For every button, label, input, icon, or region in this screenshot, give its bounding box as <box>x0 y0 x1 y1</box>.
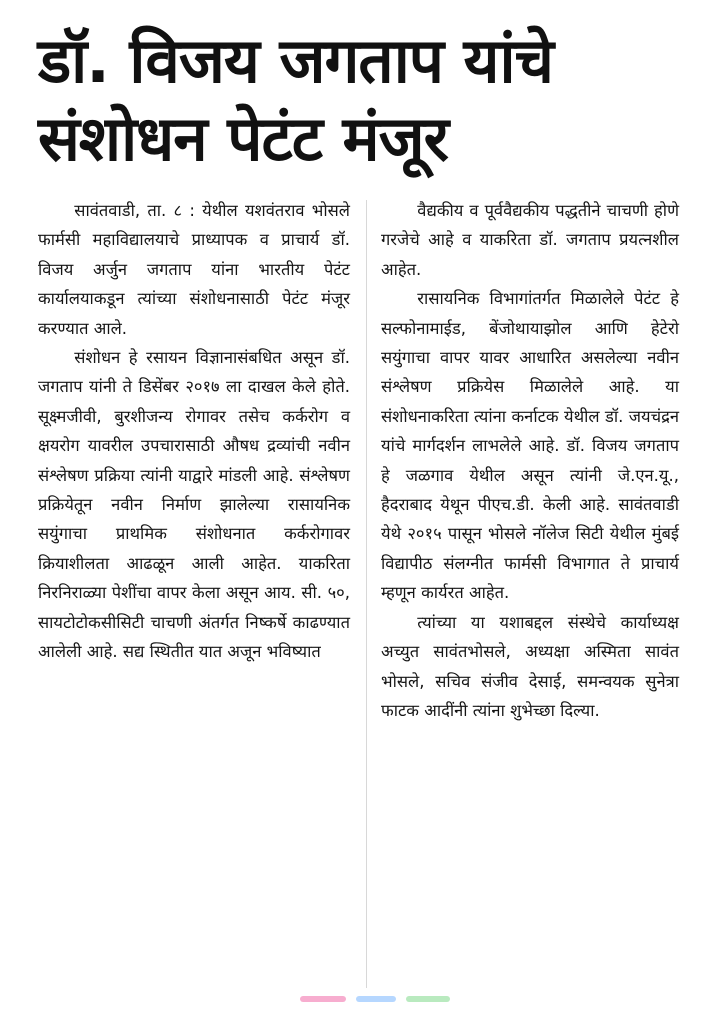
article-paragraph: वैद्यकीय व पूर्ववैद्यकीय पद्धतीने चाचणी होणे गरजेचे आहे व याकरिता डॉ. जगताप प्रयत्नशील आहेत. <box>381 201 679 279</box>
green-mark <box>406 996 450 1002</box>
blue-mark <box>356 996 396 1002</box>
headline-line-1: डॉ. विजय जगताप यांचे <box>38 24 553 97</box>
article-paragraph: त्यांच्या या यशाबद्दल संस्थेचे कार्याध्यक्ष अच्युत सावंतभोसले, अध्यक्षा अस्मिता सावंत भोसले, सचिव संजीव देसाई, समन्वयक सुनेत्रा फाटक आदींनी त्यांना शुभेच्छा दिल्या. <box>381 612 679 720</box>
headline <box>38 22 698 178</box>
column-divider <box>366 200 367 988</box>
article-paragraph: संशोधन हे रसायन विज्ञानासंबधित असून डॉ. जगताप यांनी ते डिसेंबर २०१७ ला दाखल केले होते. सूक्ष्मजीवी, बुरशीजन्य रोगावर तसेच कर्करोग व क्षयरोग यावरील उपचारासाठी औषध द्रव्यांची नवीन संश्लेषण प्रक्रिया त्यांनी याद्वारे मांडली आहे. संश्लेषण प्रक्रियेतून नवीन निर्माण झालेल्या रासायनिक सयुंगाचा प्राथमिक संशोधनात कर्करोगावर क्रियाशीलता आढळून आली आहेत. याकरिता निरनिराळ्या पेशींचा वापर केला असून आय. सी. ५०, सायटोटोकसीसिटी चाचणी अंतर्गत निष्कर्षे काढण्यात आलेली आहे. सद्य स्थितीत यात अजून भविष्यात <box>38 348 350 662</box>
headline-line-2: संशोधन पेटंट मंजूर <box>38 102 448 175</box>
article-column-left <box>38 196 350 667</box>
pink-mark <box>300 996 346 1002</box>
article-paragraph: रासायनिक विभागांतर्गत मिळालेले पेटंट हे सल्फोनामाईड, बेंजोथायाझोल आणि हेटेरो सयुंगाचा वापर यावर आधारित असलेल्या नवीन संश्लेषण प्रक्रियेस मिळालेले आहे. या संशोधनाकरिता त्यांना कर्नाटक येथील डॉ. जयचंद्रन यांचे मार्गदर्शन लाभलेले आहे. डॉ. विजय जगताप हे जळगाव येथील असून त्यांनी जे.एन.यू., हैदराबाद येथून पीएच.डी. केली आहे. सावंतवाडी येथे २०१५ पासून भोसले नॉलेज सिटी येथील मुंबई विद्यापीठ संलग्नीत फार्मसी विभागात ते प्राचार्य म्हणून कार्यरत आहेत. <box>381 289 679 603</box>
article-column-right <box>381 196 679 725</box>
article-paragraph: सावंतवाडी, ता. ८ : येथील यशवंतराव भोसले फार्मसी महाविद्यालयाचे प्राध्यापक व प्राचार्य डॉ. विजय अर्जुन जगताप यांना भारतीय पेटंट कार्यालयाकडून त्यांच्या संशोधनासाठी पेटंट मंजूर करण्यात आले. <box>38 201 350 338</box>
decorative-color-marks <box>300 996 460 1004</box>
